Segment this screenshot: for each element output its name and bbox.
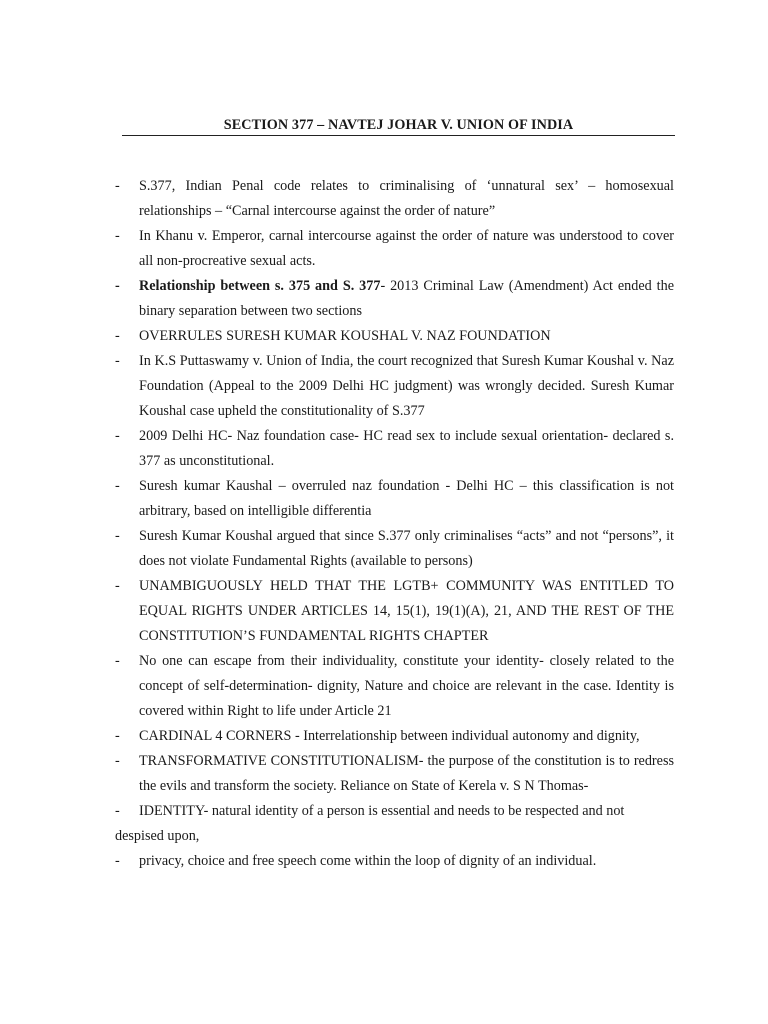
bullet-dash: - [115,853,120,869]
list-item-text: OVERRULES SURESH KUMAR KOUSHAL V. NAZ FOUNDATION [139,328,551,344]
list-item-text [139,274,674,324]
bullet-dash: - [115,428,120,444]
list-item-continuation: despised upon, [115,828,200,844]
list-item-text: privacy, choice and free speech come within the loop of dignity of an individual. [139,853,597,869]
bullet-dash: - [115,478,120,494]
list-item-text: In K.S Puttaswamy v. Union of India, the court recognized that Suresh Kumar Koushal v. Naz Foundation (Appeal to the 2009 Delhi HC judgment) was wrongly decided. Suresh Kumar Koushal case upheld the constitutionality of S.377 [139,353,674,419]
list-item-text: UNAMBIGUOUSLY HELD THAT THE LGTB+ COMMUNITY WAS ENTITLED TO EQUAL RIGHTS UNDER ARTICLES 14, 15(1), 19(1)(A), 21, AND THE REST OF THE CONSTITUTION’S FUNDAMENTAL RIGHTS CHAPTER [139,578,674,644]
title-underline [122,135,675,136]
bullet-dash: - [115,728,120,744]
bullet-dash: - [115,653,120,669]
list-item [0,274,768,324]
list-item [0,799,768,849]
list-item [0,224,768,274]
list-item-text: Suresh kumar Kaushal – overruled naz foundation - Delhi HC – this classification is not arbitrary, based on intelligible differentia [139,478,674,519]
list-item-text: TRANSFORMATIVE CONSTITUTIONALISM- the purpose of the constitution is to redress the evils and transform the society. Reliance on State of Kerela v. S N Thomas- [139,753,674,794]
list-item-text: In Khanu v. Emperor, carnal intercourse against the order of nature was understood to cover all non-procreative sexual acts. [139,228,674,269]
list-item [0,349,768,424]
list-item-rest: - 2013 Criminal Law (Amendment) Act ended the binary separation between two sections [139,278,674,319]
bullet-dash: - [115,328,120,344]
bullet-dash: - [115,528,120,544]
list-item [0,649,768,724]
list-item [0,474,768,524]
bullet-list [0,174,768,874]
list-item [0,524,768,574]
list-item-text: IDENTITY- natural identity of a person is essential and needs to be respected and not [139,803,625,819]
list-item [0,174,768,224]
list-item-text: No one can escape from their individuality, constitute your identity- closely related to the concept of self-determination- dignity, Nature and choice are relevant in the case. Identity is covered within Right to life under Article 21 [139,653,674,719]
bullet-dash: - [115,228,120,244]
list-item [0,849,768,874]
list-item [0,324,768,349]
list-item-text: Suresh Kumar Koushal argued that since S.377 only criminalises “acts” and not “persons”, it does not violate Fundamental Rights (available to persons) [139,528,674,569]
bullet-dash: - [115,178,120,194]
list-item-bold-lead: Relationship between s. 375 and S. 377 [139,278,381,294]
list-item-text: CARDINAL 4 CORNERS - Interrelationship between individual autonomy and dignity, [139,728,640,744]
list-item [0,749,768,799]
list-item [0,724,768,749]
list-item-text: S.377, Indian Penal code relates to criminalising of ‘unnatural sex’ – homosexual relationships – “Carnal intercourse against the order of nature” [139,178,674,219]
bullet-dash: - [115,803,120,819]
list-item-text: 2009 Delhi HC- Naz foundation case- HC read sex to include sexual orientation- declared s. 377 as unconstitutional. [139,428,674,469]
bullet-dash: - [115,353,120,369]
bullet-dash: - [115,753,120,769]
bullet-dash: - [115,578,120,594]
bullet-dash: - [115,278,120,294]
list-item [0,574,768,649]
page-title: SECTION 377 – NAVTEJ JOHAR V. UNION OF INDIA [223,117,574,133]
list-item [0,424,768,474]
